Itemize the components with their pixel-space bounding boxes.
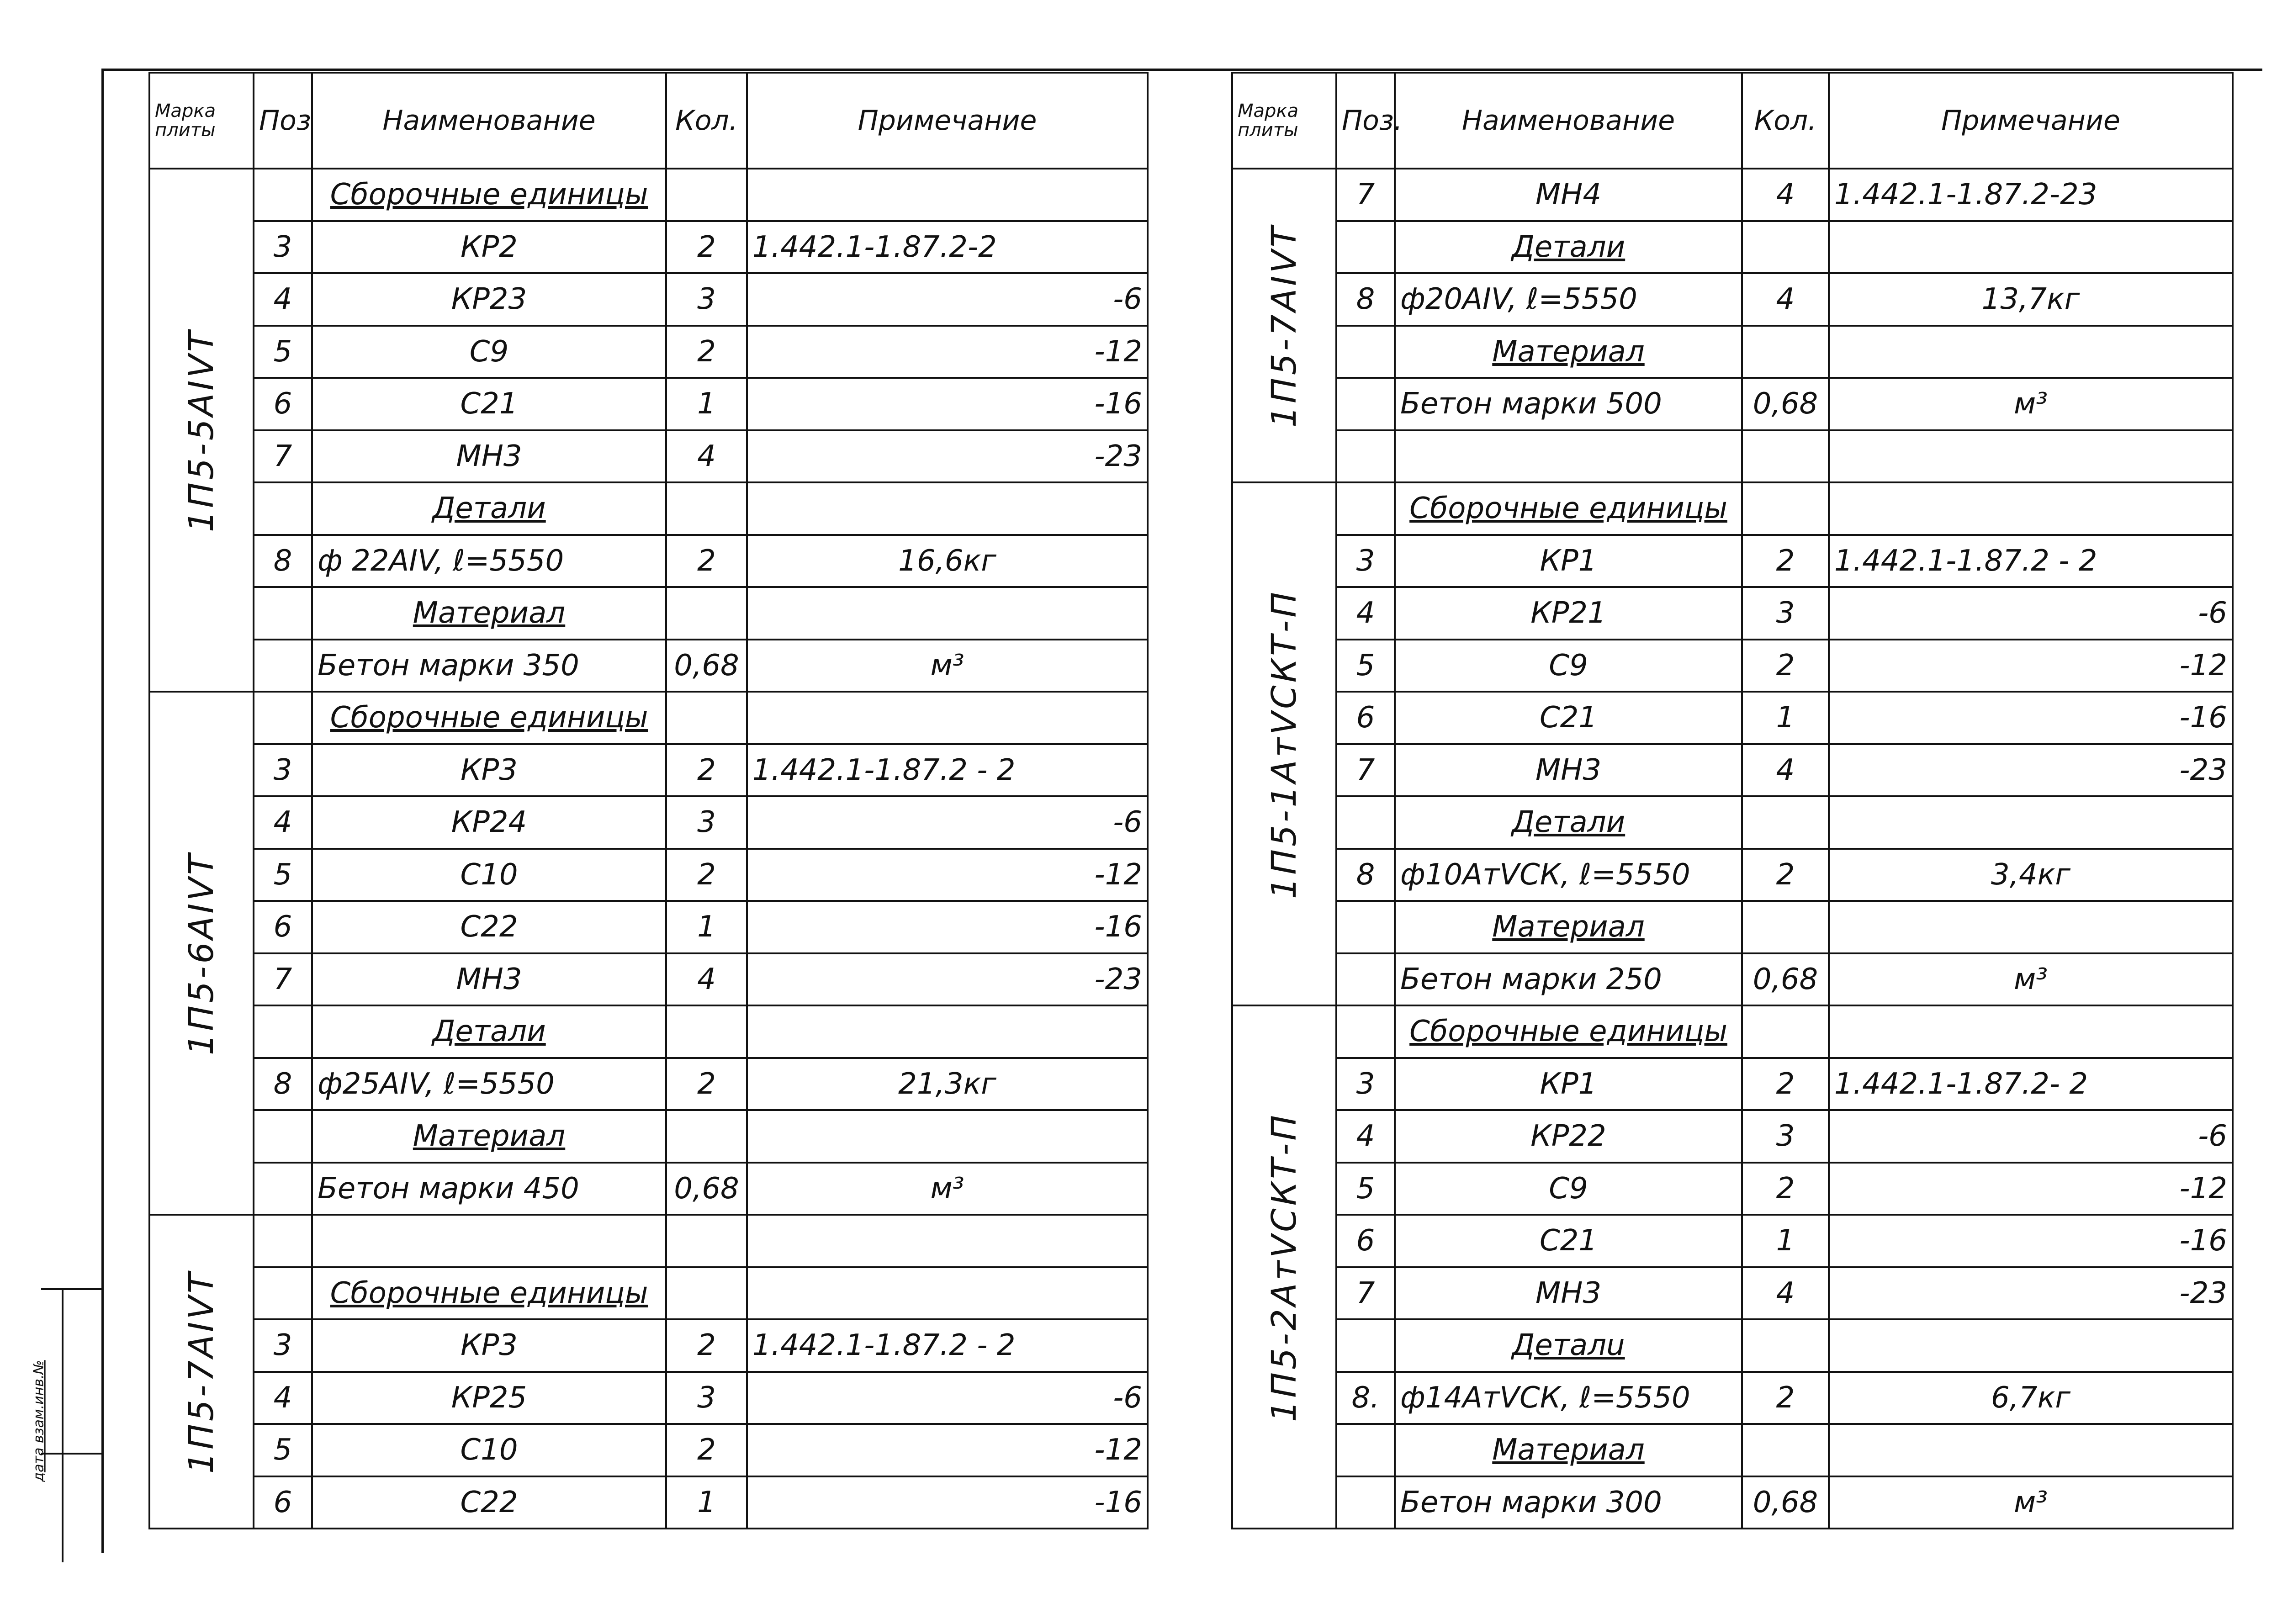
table-row [1232, 1424, 2233, 1476]
table-row [149, 1267, 1148, 1320]
header-qty: Кол. [1742, 73, 1829, 169]
pos-cell: 4 [254, 1372, 312, 1424]
name-cell: С21 [312, 378, 666, 430]
table-row [1232, 587, 2233, 640]
table-row [1232, 796, 2233, 849]
table-row [1232, 849, 2233, 901]
table-row [149, 692, 1148, 744]
pos-cell: 7 [254, 430, 312, 483]
name-cell: С21 [1395, 1215, 1742, 1267]
pos-cell: 6 [254, 1476, 312, 1529]
plate-mark: 1П5-1АтVСКТ-П [1265, 589, 1304, 899]
note-cell [1829, 430, 2233, 483]
pos-cell: 3 [254, 744, 312, 797]
name-cell [1395, 430, 1742, 483]
pos-cell: 6 [1336, 1215, 1395, 1267]
qty-cell: 2 [1742, 1372, 1829, 1424]
qty-cell [666, 482, 747, 535]
table-row [1232, 1163, 2233, 1215]
qty-cell [666, 692, 747, 744]
pos-cell: 6 [254, 901, 312, 953]
pos-cell: 8 [254, 1058, 312, 1111]
pos-cell: 7 [254, 953, 312, 1006]
name-cell: КР2 [312, 221, 666, 274]
table-row [1232, 744, 2233, 797]
qty-cell [666, 169, 747, 221]
header-note: Примечание [747, 73, 1148, 169]
table-row [149, 1058, 1148, 1111]
note-cell: 1.442.1-1.87.2-23 [1829, 169, 2233, 221]
note-cell: 21,3кг [747, 1058, 1148, 1111]
qty-cell: 2 [1742, 535, 1829, 587]
section-title: Сборочные единицы [312, 169, 666, 221]
note-cell [747, 1110, 1148, 1163]
name-cell: Бетон марки 450 [312, 1163, 666, 1215]
section-title: Детали [1395, 796, 1742, 849]
note-cell: -12 [747, 1424, 1148, 1476]
note-cell [747, 692, 1148, 744]
table-row [149, 1424, 1148, 1476]
qty-cell: 3 [666, 273, 747, 326]
table-row [149, 535, 1148, 587]
table-row [149, 273, 1148, 326]
note-cell: -23 [747, 430, 1148, 483]
pos-cell [254, 692, 312, 744]
header-qty: Кол. [666, 73, 747, 169]
table-row [149, 221, 1148, 274]
header-mark-line2: плиты [1238, 120, 1298, 141]
name-cell: КР1 [1395, 1058, 1742, 1111]
pos-cell: 5 [254, 326, 312, 378]
stamp-divider [62, 1288, 64, 1562]
name-cell: ф20АIV, ℓ=5550 [1395, 273, 1742, 326]
table-row [1232, 482, 2233, 535]
pos-cell [1336, 221, 1395, 274]
qty-cell [1742, 326, 1829, 378]
qty-cell: 2 [666, 744, 747, 797]
qty-cell [666, 1005, 747, 1058]
table-row [1232, 1005, 2233, 1058]
table-row [149, 744, 1148, 797]
note-cell: м³ [747, 640, 1148, 692]
note-cell: 16,6кг [747, 535, 1148, 587]
plate-mark-cell [149, 1215, 254, 1529]
section-title: Сборочные единицы [312, 1267, 666, 1320]
name-cell: КР22 [1395, 1110, 1742, 1163]
qty-cell [1742, 1424, 1829, 1476]
pos-cell [254, 169, 312, 221]
note-cell: 1.442.1-1.87.2 - 2 [1829, 535, 2233, 587]
qty-cell: 2 [1742, 1058, 1829, 1111]
note-cell: -12 [1829, 1163, 2233, 1215]
table-row [1232, 378, 2233, 430]
note-cell [747, 587, 1148, 640]
name-cell: Бетон марки 350 [312, 640, 666, 692]
qty-cell: 2 [666, 326, 747, 378]
name-cell: С21 [1395, 692, 1742, 744]
table-row [1232, 326, 2233, 378]
table-row [1232, 535, 2233, 587]
qty-cell: 2 [666, 221, 747, 274]
pos-cell [1336, 482, 1395, 535]
note-cell [1829, 221, 2233, 274]
name-cell: КР24 [312, 796, 666, 849]
qty-cell: 1 [1742, 692, 1829, 744]
note-cell: -16 [747, 378, 1148, 430]
pos-cell: 6 [254, 378, 312, 430]
pos-cell [1336, 326, 1395, 378]
note-cell: 1.442.1-1.87.2 - 2 [747, 744, 1148, 797]
table-row [1232, 1110, 2233, 1163]
table-row [149, 1372, 1148, 1424]
section-title: Материал [1395, 901, 1742, 953]
pos-cell: 5 [1336, 1163, 1395, 1215]
table-row [1232, 1319, 2233, 1372]
table-row [149, 849, 1148, 901]
pos-cell [254, 640, 312, 692]
name-cell: С22 [312, 1476, 666, 1529]
note-cell: -12 [747, 326, 1148, 378]
pos-cell [254, 1267, 312, 1320]
section-title: Детали [1395, 221, 1742, 274]
section-title: Материал [1395, 326, 1742, 378]
header-name: Наименование [312, 73, 666, 169]
table-row [1232, 692, 2233, 744]
table-row [149, 378, 1148, 430]
name-cell: КР3 [312, 744, 666, 797]
plate-mark-cell [149, 169, 254, 692]
pos-cell: 3 [254, 221, 312, 274]
note-cell: -6 [747, 273, 1148, 326]
header-pos: Поз [254, 73, 312, 169]
name-cell: МН3 [312, 953, 666, 1006]
name-cell: ф10АтVСК, ℓ=5550 [1395, 849, 1742, 901]
table-row [1232, 273, 2233, 326]
qty-cell: 2 [1742, 640, 1829, 692]
frame-top-line [101, 69, 2262, 71]
note-cell: -23 [1829, 744, 2233, 797]
table-row [149, 482, 1148, 535]
qty-cell: 1 [666, 378, 747, 430]
name-cell: ф14АтVСК, ℓ=5550 [1395, 1372, 1742, 1424]
note-cell: м³ [747, 1163, 1148, 1215]
pos-cell: 7 [1336, 1267, 1395, 1320]
qty-cell [666, 587, 747, 640]
table-row [149, 1110, 1148, 1163]
qty-cell [666, 1267, 747, 1320]
qty-cell: 2 [666, 1424, 747, 1476]
pos-cell [254, 482, 312, 535]
qty-cell [1742, 1319, 1829, 1372]
name-cell: С22 [312, 901, 666, 953]
qty-cell [1742, 796, 1829, 849]
section-title: Деталu [1395, 1319, 1742, 1372]
pos-cell [254, 587, 312, 640]
name-cell: С9 [312, 326, 666, 378]
plate-mark-cell [1232, 1005, 1336, 1529]
pos-cell: 4 [254, 273, 312, 326]
pos-cell: 4 [1336, 587, 1395, 640]
pos-cell: 5 [254, 849, 312, 901]
name-cell: С9 [1395, 640, 1742, 692]
qty-cell: 4 [666, 430, 747, 483]
table-row [149, 1215, 1148, 1267]
table-row [149, 953, 1148, 1006]
side-stamp [18, 1293, 59, 1549]
pos-cell: 5 [254, 1424, 312, 1476]
qty-cell: 0,68 [666, 640, 747, 692]
qty-cell: 2 [666, 535, 747, 587]
table-row [1232, 430, 2233, 483]
note-cell: 1.442.1-1.87.2 - 2 [747, 1319, 1148, 1372]
pos-cell: 8 [254, 535, 312, 587]
note-cell [747, 169, 1148, 221]
note-cell [1829, 901, 2233, 953]
table-row [1232, 1058, 2233, 1111]
table-row [149, 1476, 1148, 1529]
qty-cell: 4 [1742, 744, 1829, 797]
qty-cell: 1 [1742, 1215, 1829, 1267]
frame-left-line [101, 69, 104, 1553]
header-note: Примечание [1829, 73, 2233, 169]
qty-cell: 1 [666, 1476, 747, 1529]
table-row [1232, 901, 2233, 953]
table-row [149, 169, 1148, 221]
qty-cell: 0,68 [666, 1163, 747, 1215]
section-title: Сборочные единицы [1395, 1005, 1742, 1058]
qty-cell: 0,68 [1742, 953, 1829, 1006]
pos-cell: 7 [1336, 744, 1395, 797]
name-cell: МН3 [1395, 1267, 1742, 1320]
table-row [149, 1163, 1148, 1215]
table-row [1232, 1476, 2233, 1529]
plate-mark: 1П5-2АтVСКТ-П [1265, 1112, 1304, 1422]
header-mark [149, 73, 254, 169]
table-row [1232, 169, 2233, 221]
note-cell: м³ [1829, 378, 2233, 430]
name-cell: КР3 [312, 1319, 666, 1372]
qty-cell: 2 [666, 1058, 747, 1111]
pos-cell [254, 1110, 312, 1163]
section-title: Детали [312, 482, 666, 535]
pos-cell: 3 [1336, 535, 1395, 587]
note-cell [1829, 1319, 2233, 1372]
plate-mark-cell [1232, 482, 1336, 1005]
pos-cell [254, 1215, 312, 1267]
plate-mark: 1П5-7АIVТ [1265, 223, 1304, 428]
note-cell: м³ [1829, 953, 2233, 1006]
note-cell: 6,7кг [1829, 1372, 2233, 1424]
pos-cell [1336, 901, 1395, 953]
note-cell: -16 [1829, 1215, 2233, 1267]
note-cell: -16 [1829, 692, 2233, 744]
qty-cell: 2 [666, 1319, 747, 1372]
qty-cell [1742, 430, 1829, 483]
pos-cell [1336, 430, 1395, 483]
pos-cell: 6 [1336, 692, 1395, 744]
qty-cell: 4 [666, 953, 747, 1006]
header-row [149, 73, 1148, 169]
name-cell: Бетон марки 500 [1395, 378, 1742, 430]
name-cell: С9 [1395, 1163, 1742, 1215]
note-cell [747, 482, 1148, 535]
name-cell: ф25АIV, ℓ=5550 [312, 1058, 666, 1111]
section-title: Материал [312, 1110, 666, 1163]
qty-cell: 3 [1742, 587, 1829, 640]
pos-cell: 5 [1336, 640, 1395, 692]
spec-table-left [148, 72, 1149, 1529]
table-row [149, 1319, 1148, 1372]
header-mark [1232, 73, 1336, 169]
header-mark-line1: Марка [155, 101, 216, 122]
qty-cell: 1 [666, 901, 747, 953]
qty-cell: 2 [666, 849, 747, 901]
plate-mark: 1П5-5АIVТ [182, 328, 221, 532]
name-cell: МН4 [1395, 169, 1742, 221]
table-row [149, 796, 1148, 849]
table-row [149, 901, 1148, 953]
name-cell: КР1 [1395, 535, 1742, 587]
spec-table-right [1231, 72, 2234, 1529]
section-title: Материал [1395, 1424, 1742, 1476]
pos-cell [1336, 1005, 1395, 1058]
header-row [1232, 73, 2233, 169]
pos-cell [1336, 1424, 1395, 1476]
pos-cell [254, 1005, 312, 1058]
table-row [149, 326, 1148, 378]
qty-cell [666, 1215, 747, 1267]
note-cell: -6 [1829, 1110, 2233, 1163]
note-cell: 13,7кг [1829, 273, 2233, 326]
pos-cell [254, 1163, 312, 1215]
name-cell: С10 [312, 849, 666, 901]
table-row [1232, 1267, 2233, 1320]
name-cell: МН3 [1395, 744, 1742, 797]
pos-cell [1336, 378, 1395, 430]
pos-cell: 8. [1336, 1372, 1395, 1424]
note-cell [747, 1215, 1148, 1267]
table-row [149, 1005, 1148, 1058]
name-cell: МН3 [312, 430, 666, 483]
table-row [1232, 640, 2233, 692]
qty-cell [1742, 901, 1829, 953]
pos-cell [1336, 953, 1395, 1006]
note-cell [1829, 1424, 2233, 1476]
name-cell: Бетон марки 300 [1395, 1476, 1742, 1529]
side-stamp-text: дата взам.инв.№ [31, 1360, 47, 1482]
pos-cell [1336, 1476, 1395, 1529]
table-row [1232, 1215, 2233, 1267]
header-name: Наименование [1395, 73, 1742, 169]
pos-cell [1336, 1319, 1395, 1372]
qty-cell: 4 [1742, 169, 1829, 221]
qty-cell: 2 [1742, 1163, 1829, 1215]
pos-cell: 8 [1336, 273, 1395, 326]
pos-cell: 3 [254, 1319, 312, 1372]
table-row [149, 640, 1148, 692]
qty-cell: 3 [666, 796, 747, 849]
pos-cell: 8 [1336, 849, 1395, 901]
qty-cell: 4 [1742, 273, 1829, 326]
qty-cell: 0,68 [1742, 378, 1829, 430]
note-cell: -16 [747, 1476, 1148, 1529]
note-cell [747, 1267, 1148, 1320]
name-cell: КР21 [1395, 587, 1742, 640]
qty-cell: 3 [666, 1372, 747, 1424]
table-row [149, 430, 1148, 483]
pos-cell [1336, 796, 1395, 849]
note-cell: -23 [1829, 1267, 2233, 1320]
plate-mark: 1П5-7АIVТ [182, 1270, 221, 1474]
plate-mark-cell [149, 692, 254, 1215]
section-title: Материал [312, 587, 666, 640]
table-row [149, 587, 1148, 640]
qty-cell [1742, 1005, 1829, 1058]
note-cell [747, 1005, 1148, 1058]
note-cell: -12 [1829, 640, 2233, 692]
note-cell: -6 [1829, 587, 2233, 640]
note-cell: -23 [747, 953, 1148, 1006]
note-cell: -16 [747, 901, 1148, 953]
header-mark-line2: плиты [155, 120, 216, 141]
qty-cell: 0,68 [1742, 1476, 1829, 1529]
table-row [1232, 953, 2233, 1006]
qty-cell [666, 1110, 747, 1163]
section-title: Детали [312, 1005, 666, 1058]
section-title: Сборочные единицы [1395, 482, 1742, 535]
note-cell: -6 [747, 1372, 1148, 1424]
table-row [1232, 221, 2233, 274]
header-pos: Поз. [1336, 73, 1395, 169]
table-row [1232, 1372, 2233, 1424]
name-cell: Бетон марки 250 [1395, 953, 1742, 1006]
qty-cell: 3 [1742, 1110, 1829, 1163]
name-cell: С10 [312, 1424, 666, 1476]
name-cell: КР23 [312, 273, 666, 326]
plate-mark: 1П5-6АIVТ [182, 851, 221, 1055]
note-cell: 1.442.1-1.87.2- 2 [1829, 1058, 2233, 1111]
qty-cell: 2 [1742, 849, 1829, 901]
pos-cell: 4 [254, 796, 312, 849]
qty-cell: 4 [1742, 1267, 1829, 1320]
qty-cell [1742, 221, 1829, 274]
pos-cell: 3 [1336, 1058, 1395, 1111]
header-mark-line1: Марка [1238, 101, 1299, 122]
section-title: Сборочные единицы [312, 692, 666, 744]
name-cell [312, 1215, 666, 1267]
plate-mark-cell [1232, 169, 1336, 482]
note-cell: -6 [747, 796, 1148, 849]
qty-cell [1742, 482, 1829, 535]
note-cell [1829, 1005, 2233, 1058]
name-cell: КР25 [312, 1372, 666, 1424]
note-cell: 1.442.1-1.87.2-2 [747, 221, 1148, 274]
name-cell: ф 22АIV, ℓ=5550 [312, 535, 666, 587]
stamp-line-top [41, 1288, 103, 1290]
note-cell [1829, 326, 2233, 378]
note-cell: -12 [747, 849, 1148, 901]
note-cell [1829, 796, 2233, 849]
pos-cell: 7 [1336, 169, 1395, 221]
pos-cell: 4 [1336, 1110, 1395, 1163]
note-cell: м³ [1829, 1476, 2233, 1529]
note-cell: 3,4кг [1829, 849, 2233, 901]
note-cell [1829, 482, 2233, 535]
